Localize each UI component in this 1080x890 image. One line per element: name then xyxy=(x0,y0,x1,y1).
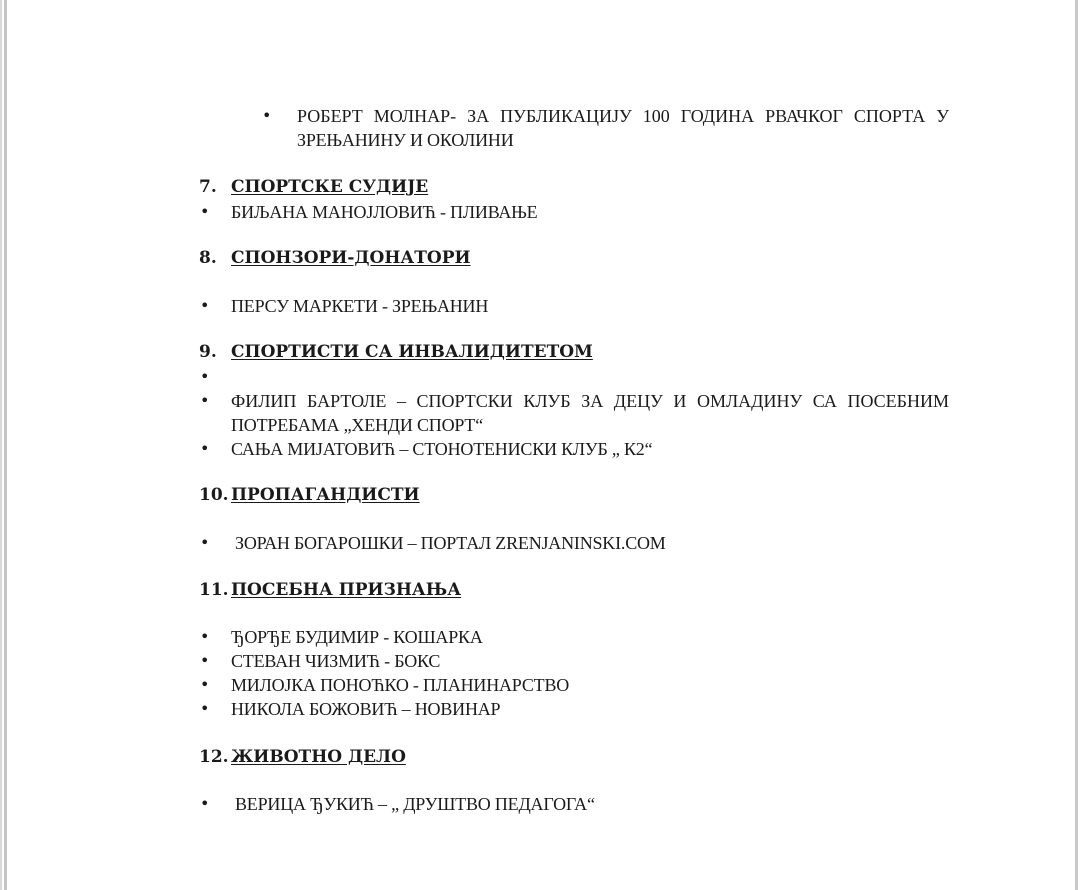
bullet-icon: • xyxy=(262,106,272,125)
bullet-icon: • xyxy=(200,296,210,315)
section-heading-9 xyxy=(199,340,593,364)
section-number: 7. xyxy=(199,177,217,197)
section-title: СПОРТСКЕ СУДИЈЕ xyxy=(231,177,429,197)
section-number: 10. xyxy=(199,485,229,505)
list-item: ЗОРАН БОГАРОШКИ – ПОРТАЛ ZRENJANINSKI.COM xyxy=(235,533,666,553)
section-heading-7 xyxy=(199,175,428,199)
bullet-icon: • xyxy=(200,391,210,410)
list-item: БИЉАНА МАНОЈЛОВИЋ - ПЛИВАЊЕ xyxy=(231,202,538,222)
section-heading-11 xyxy=(199,578,461,602)
list-item-continuation: ПОТРЕБАМА „ХЕНДИ СПОРТ“ xyxy=(231,415,483,435)
list-item: СТЕВАН ЧИЗМИЋ - БОКС xyxy=(231,651,441,671)
bullet-icon: • xyxy=(200,367,210,386)
list-item: САЊА МИЈАТОВИЋ – СТОНОТЕНИСКИ КЛУБ „ К2“ xyxy=(231,439,653,459)
page-edge-left xyxy=(0,0,2,890)
list-item-intro-line2: ЗРЕЊАНИНУ И ОКОЛИНИ xyxy=(297,130,514,150)
bullet-icon: • xyxy=(200,651,210,670)
bullet-icon: • xyxy=(200,794,210,813)
list-item: ФИЛИП БАРТОЛЕ – СПОРТСКИ КЛУБ ЗА ДЕЦУ И ОМЛАДИНУ СА ПОСЕБНИМ xyxy=(231,391,949,411)
section-title: СПОНЗОРИ-ДОНАТОРИ xyxy=(231,248,471,268)
section-title: ПОСЕБНА ПРИЗНАЊА xyxy=(231,580,462,600)
bullet-icon: • xyxy=(200,627,210,646)
page-edge-right xyxy=(1075,0,1078,890)
list-item: ЂОРЂЕ БУДИМИР - КОШАРКА xyxy=(231,627,483,647)
bullet-icon: • xyxy=(200,675,210,694)
list-item-intro-line1: РОБЕРТ МОЛНАР- ЗА ПУБЛИКАЦИЈУ 100 ГОДИНА РВАЧКОГ СПОРТА У xyxy=(297,106,949,126)
section-title: ПРОПАГАНДИСТИ xyxy=(231,485,420,505)
section-heading-10 xyxy=(199,483,420,507)
list-item: ПЕРСУ МАРКЕТИ - ЗРЕЊАНИН xyxy=(231,296,489,316)
section-number: 8. xyxy=(199,248,217,268)
section-number: 12. xyxy=(199,747,229,767)
section-number: 11. xyxy=(199,580,229,600)
list-item: ВЕРИЦА ЂУКИЋ – „ ДРУШТВО ПЕДАГОГА“ xyxy=(235,794,595,814)
section-number: 9. xyxy=(199,342,217,362)
bullet-icon: • xyxy=(200,202,210,221)
list-item: НИКОЛА БОЖОВИЋ – НОВИНАР xyxy=(231,699,501,719)
page-edge-left-shadow xyxy=(4,0,7,890)
section-heading-8 xyxy=(199,246,471,270)
bullet-icon: • xyxy=(200,699,210,718)
section-heading-12 xyxy=(199,745,406,769)
bullet-icon: • xyxy=(200,439,210,458)
section-title: СПОРТИСТИ СА ИНВАЛИДИТЕТОМ xyxy=(231,342,593,362)
bullet-icon: • xyxy=(200,533,210,552)
list-item: МИЛОЈКА ПОНОЋКО - ПЛАНИНАРСТВО xyxy=(231,675,570,695)
section-title: ЖИВОТНО ДЕЛО xyxy=(231,747,406,767)
